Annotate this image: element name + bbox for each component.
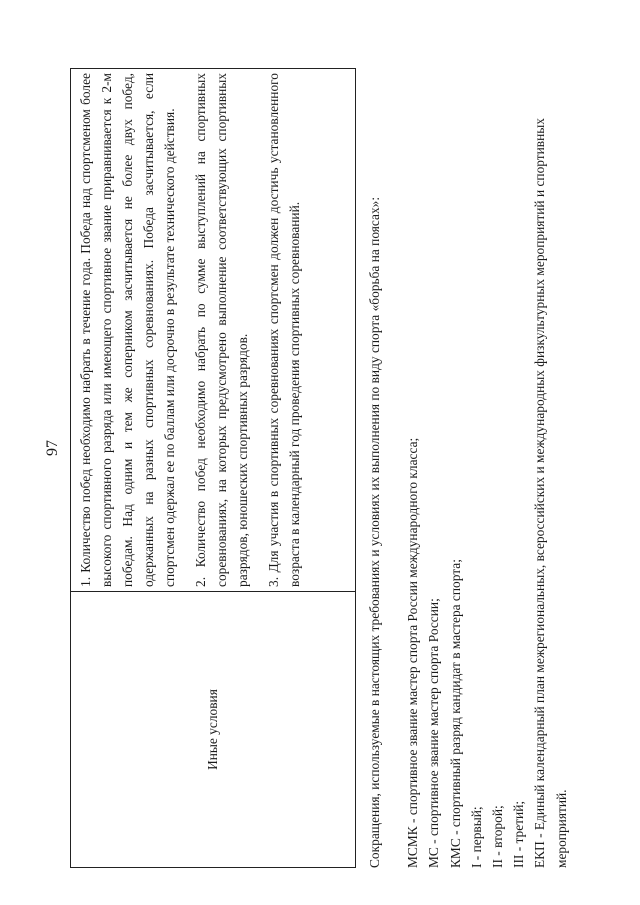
abbreviation-item: КМС - спортивный разряд кандидат в мастера спорта;	[447, 559, 463, 868]
table-label: Иные условия	[205, 689, 220, 770]
abbreviation-item: МСМК - спортивное звание мастер спорта России международного класса;	[405, 437, 421, 868]
abbreviation-item: I - первый;	[468, 806, 484, 868]
condition-item-2: 2. Количество побед необходимо набрать по сумме выступлений на спортивных соревнованиях, на которых предусмотрено выполнение соответствующих спортивных разрядов, юношеских спортивных разрядов.	[193, 73, 250, 587]
table-label-cell	[71, 591, 355, 867]
abbreviations-section	[364, 38, 572, 868]
condition-item-1: 1. Количество побед необходимо набрать в течение года. Победа над спортсменом более высокого спортивного разряда или имеющего спортивное звание приравнивается к 2-м победам. Над одним и тем же соперником засчитывается не более двух побед, одержанных на разных спортивных соревнованиях. Победа засчитывается, если спортсмен одержал ее по баллам или досрочно в результате технического действия.	[78, 73, 177, 587]
abbreviation-item: ЕКП - Единый календарный план межрегиональных, всероссийских и международных физкультурных мероприятий и спортивных мероприятий.	[532, 118, 569, 868]
abbreviation-item: II - второй;	[490, 805, 506, 868]
rotated-content	[70, 28, 569, 868]
page-number: 97	[44, 440, 61, 456]
abbreviations-heading: Сокращения, используемые в настоящих требованиях и условиях их выполнения по виду спорта «борьба на поясах»:	[367, 196, 382, 868]
abbreviation-item: III - третий;	[511, 800, 527, 868]
abbreviation-item: МС - спортивное звание мастер спорта России;	[426, 598, 442, 868]
requirements-table	[70, 68, 356, 868]
table-conditions-cell	[71, 69, 355, 591]
condition-item-3: 3. Для участия в спортивных соревнованиях спортсмен должен достичь установленного возраста в календарный год проведения спортивных соревнований.	[266, 73, 302, 587]
